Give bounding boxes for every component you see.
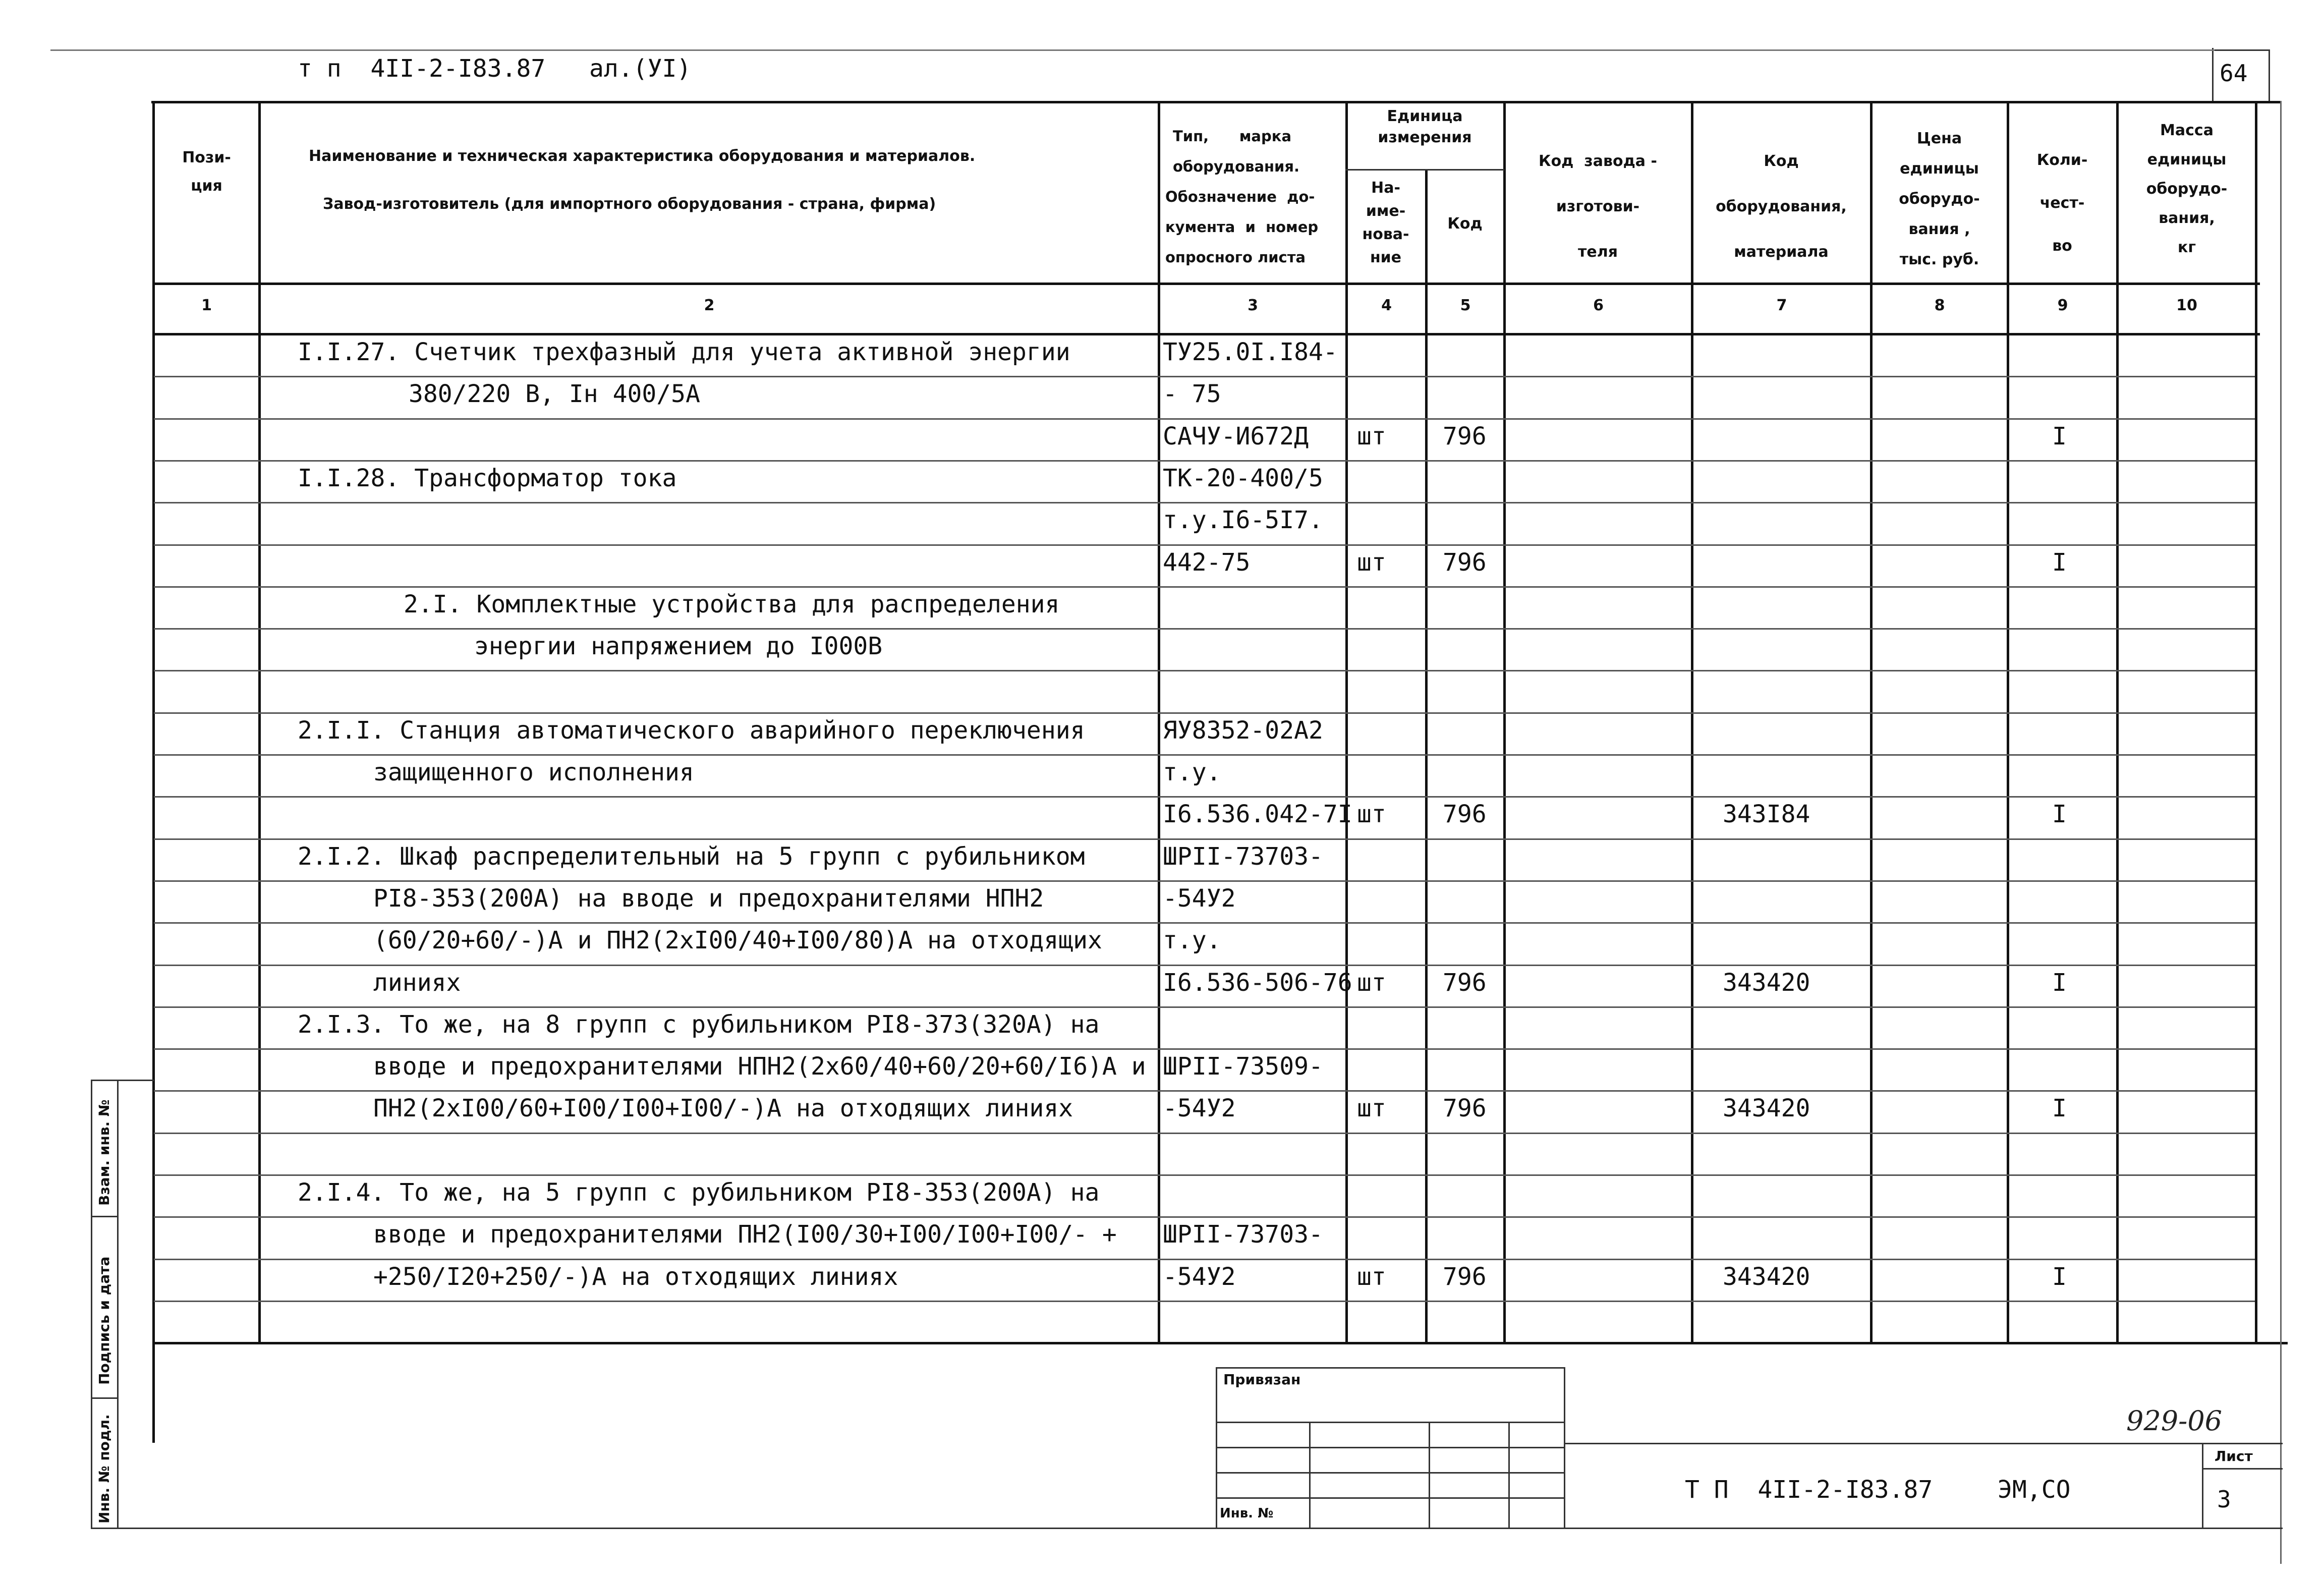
col-number-5: 5	[1460, 297, 1471, 314]
row-unit: шт	[1357, 1263, 1386, 1291]
col-number-6: 6	[1593, 297, 1604, 314]
stamp-section: ЭМ,СО	[1998, 1476, 2071, 1504]
row-name: 380/220 В, Iн 400/5А	[409, 380, 700, 408]
row-divider	[154, 1006, 2255, 1008]
row-unit: шт	[1357, 422, 1386, 450]
row-name: ПН2(2хI00/60+I00/I00+I00/-)А на отходящих линиях	[373, 1094, 1073, 1122]
row-unit-code: 796	[1443, 422, 1487, 450]
row-type: т.у.	[1163, 926, 1221, 954]
col-number-1: 1	[201, 297, 212, 314]
col-header-quantity: Коли- чест- во	[2036, 151, 2088, 255]
side-vzam-inv: Взам. инв. №	[96, 1099, 112, 1206]
row-name: I.I.27. Счетчик трехфазный для учета активной энергии	[298, 338, 1070, 366]
row-quantity: I	[2052, 422, 2067, 450]
row-divider	[154, 1301, 2255, 1302]
col-number-3: 3	[1248, 297, 1258, 314]
row-divider	[154, 586, 2255, 588]
row-name: (60/20+60/-)А и ПН2(2хI00/40+I00/80)А на отходящих	[373, 926, 1102, 954]
col-header-name-line1: Наименование и техническая характеристика оборудования и материалов.	[309, 147, 976, 165]
row-divider	[154, 544, 2255, 546]
col-header-equipment-code: Код оборудования, материала	[1716, 152, 1847, 261]
row-name: вводе и предохранителями НПН2(2х60/40+60/20+60/I6)А и	[373, 1052, 1146, 1081]
row-divider	[154, 880, 2255, 882]
row-divider	[154, 1090, 2255, 1092]
row-name: вводе и предохранителями ПН2(I00/30+I00/I00+I00/- +	[373, 1220, 1117, 1249]
col-header-factory-code: Код завода - изготови- теля	[1539, 152, 1657, 261]
row-name: 2.I.3. То же, на 8 групп с рубильником РI8-373(320А) на	[298, 1010, 1100, 1039]
row-divider	[154, 502, 2255, 503]
row-divider	[154, 1216, 2255, 1218]
col-number-7: 7	[1776, 297, 1787, 314]
row-type: ЯУ8352-02А2	[1163, 716, 1323, 745]
row-type: - 75	[1163, 380, 1221, 408]
col-header-price: Цена единицы оборудо- вания , тыс. руб.	[1899, 130, 1980, 268]
row-name: 2.I.2. Шкаф распределительный на 5 групп с рубильником	[298, 842, 1085, 871]
row-type: ТУ25.0I.I84-	[1163, 338, 1338, 366]
handwritten-number: 929-06	[2126, 1405, 2223, 1437]
col-number-9: 9	[2057, 297, 2068, 314]
stamp-inv-label: Инв. №	[1220, 1506, 1274, 1521]
row-divider	[154, 796, 2255, 798]
row-quantity: I	[2052, 548, 2067, 577]
row-quantity: I	[2052, 1094, 2067, 1122]
row-type: I6.536.042-7I	[1163, 800, 1352, 828]
row-type: -54У2	[1163, 884, 1236, 913]
col-header-unit-name: На- име- нова- ние	[1362, 179, 1409, 266]
row-unit-code: 796	[1443, 969, 1487, 997]
row-quantity: I	[2052, 1263, 2067, 1291]
row-divider	[154, 754, 2255, 756]
row-type: САЧУ-И672Д	[1163, 422, 1309, 450]
row-type: I6.536-506-76	[1163, 969, 1352, 997]
row-type: -54У2	[1163, 1094, 1236, 1122]
row-type: ШРII-73703-	[1163, 842, 1323, 871]
row-divider	[154, 1174, 2255, 1176]
row-material-code: 343420	[1723, 1094, 1810, 1122]
row-name: 2.I. Комплектные устройства для распределения	[404, 590, 1060, 618]
row-name: I.I.28. Трансформатор тока	[298, 464, 677, 492]
row-divider	[154, 712, 2255, 714]
row-divider	[154, 670, 2255, 671]
col-header-name-line2: Завод-изготовитель (для импортного оборудования - страна, фирма)	[323, 195, 936, 213]
row-type: т.у.	[1163, 758, 1221, 786]
row-name: 2.I.4. То же, на 5 групп с рубильником РI8-353(200А) на	[298, 1178, 1100, 1207]
col-number-4: 4	[1381, 297, 1392, 314]
col-header-type: Тип, марка оборудования. Обозначение до- кумента и номер опросного листа	[1165, 128, 1319, 266]
row-divider	[154, 418, 2255, 420]
row-divider	[154, 838, 2255, 840]
row-unit: шт	[1357, 1094, 1386, 1122]
side-inv-podl: Инв. № подл.	[96, 1414, 112, 1524]
row-unit-code: 796	[1443, 1263, 1487, 1291]
row-name: 2.I.I. Станция автоматического аварийного переключения	[298, 716, 1085, 745]
page-number: 64	[2220, 60, 2248, 87]
row-divider	[154, 376, 2255, 377]
row-quantity: I	[2052, 969, 2067, 997]
row-unit: шт	[1357, 969, 1386, 997]
row-material-code: 343420	[1723, 969, 1810, 997]
row-divider	[154, 965, 2255, 966]
stamp-document-code: Т П 4II-2-I83.87	[1685, 1476, 1933, 1504]
row-name: +250/I20+250/-)А на отходящих линиях	[373, 1263, 898, 1291]
row-divider	[154, 628, 2255, 630]
col-number-8: 8	[1934, 297, 1945, 314]
row-unit: шт	[1357, 800, 1386, 828]
document-code-header: т п 4II-2-I83.87 ал.(УI)	[298, 54, 692, 83]
row-divider	[154, 1259, 2255, 1260]
row-type: -54У2	[1163, 1263, 1236, 1291]
row-divider	[154, 1048, 2255, 1050]
row-unit-code: 796	[1443, 1094, 1487, 1122]
row-type: т.у.I6-5I7.	[1163, 506, 1323, 534]
col-header-mass: Масса единицы оборудо- вания, кг	[2146, 122, 2228, 256]
row-type: ТК-20-400/5	[1163, 464, 1323, 492]
row-type: 442-75	[1163, 548, 1251, 577]
row-name: линиях	[373, 969, 461, 997]
row-type: ШРII-73509-	[1163, 1052, 1323, 1081]
stamp-sheet-label: Лист	[2215, 1448, 2253, 1464]
col-header-unit-group: Единица измерения	[1378, 107, 1472, 146]
row-divider	[154, 460, 2255, 462]
row-unit: шт	[1357, 548, 1386, 577]
row-divider	[154, 922, 2255, 924]
row-name: энергии напряжением до I000В	[474, 632, 883, 660]
side-signature-date: Подпись и дата	[96, 1256, 112, 1385]
row-type: ШРII-73703-	[1163, 1220, 1323, 1249]
row-unit-code: 796	[1443, 800, 1487, 828]
row-divider	[154, 1133, 2255, 1134]
stamp-sheet-number: 3	[2217, 1486, 2231, 1513]
stamp-privyazan-label: Привязан	[1223, 1371, 1301, 1388]
row-material-code: 343I84	[1723, 800, 1810, 828]
col-number-2: 2	[704, 297, 715, 314]
row-material-code: 343420	[1723, 1263, 1810, 1291]
col-header-unit-code: Код	[1447, 215, 1483, 233]
row-quantity: I	[2052, 800, 2067, 828]
col-number-10: 10	[2176, 297, 2197, 314]
row-unit-code: 796	[1443, 548, 1487, 577]
col-header-position: Пози-ция	[182, 149, 231, 195]
row-name: защищенного исполнения	[373, 758, 694, 786]
row-name: РI8-353(200А) на вводе и предохранителями НПН2	[373, 884, 1044, 913]
